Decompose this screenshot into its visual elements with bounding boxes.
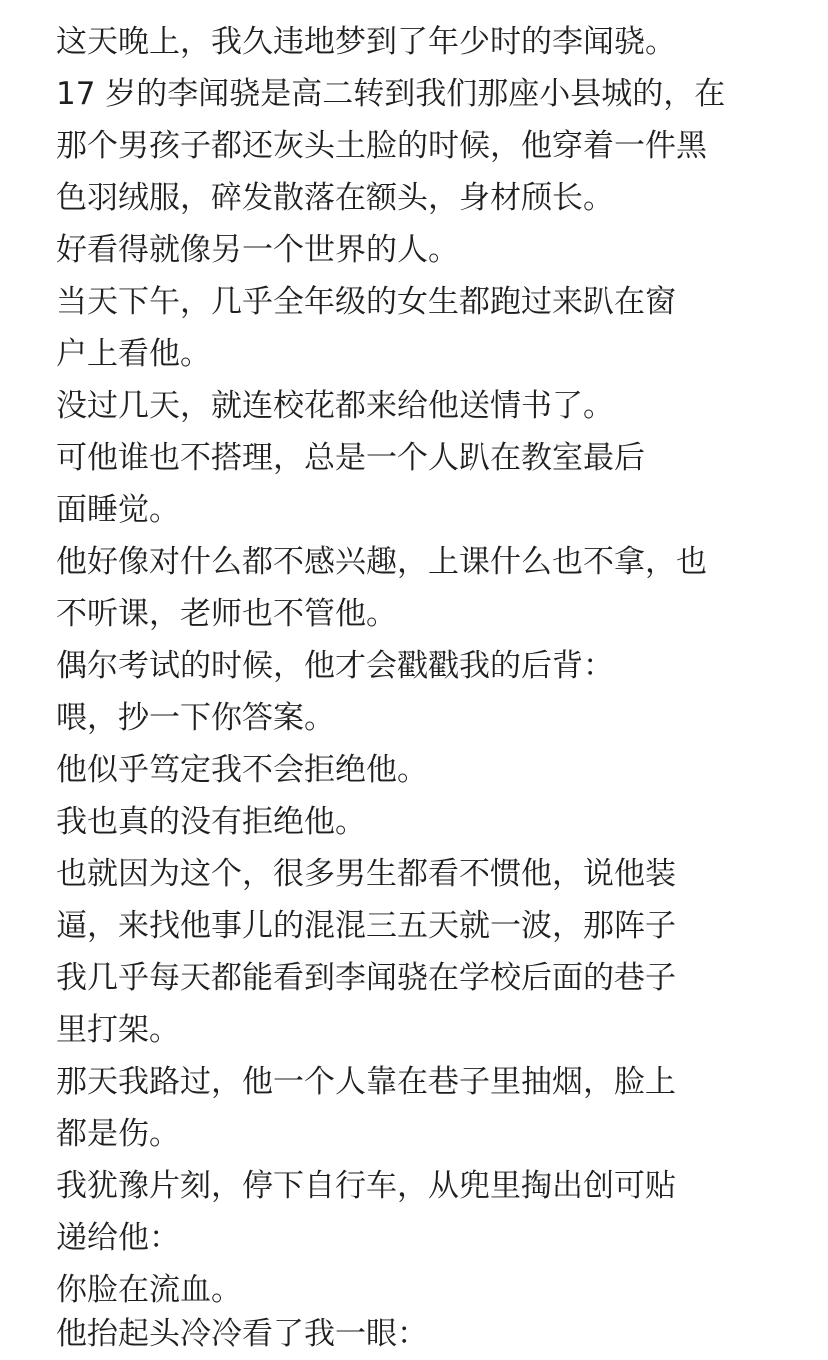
text-line: 那天我路过，他一个人靠在巷子里抽烟，脸上 (56, 1064, 676, 1100)
text-line: 17 岁的李闻骁是高二转到我们那座小县城的，在 (56, 76, 726, 112)
text-line: 这天晚上，我久违地梦到了年少时的李闻骁。 (56, 24, 676, 60)
text-line: 逼，来找他事儿的混混三五天就一波，那阵子 (56, 908, 676, 944)
text-line: 都是伤。 (56, 1116, 180, 1152)
text-line: 递给他： (56, 1220, 180, 1256)
text-line: 我犹豫片刻，停下自行车，从兜里掏出创可贴 (56, 1168, 676, 1204)
text-line: 也就因为这个，很多男生都看不惯他，说他装 (56, 856, 676, 892)
text-line: 不听课，老师也不管他。 (56, 596, 397, 632)
text-line: 色羽绒服，碎发散落在额头，身材颀长。 (56, 180, 614, 216)
text-line: 里打架。 (56, 1012, 180, 1048)
text-line: 我几乎每天都能看到李闻骁在学校后面的巷子 (56, 960, 676, 996)
text-line: 我也真的没有拒绝他。 (56, 804, 366, 840)
text-line: 没过几天，就连校花都来给他送情书了。 (56, 388, 614, 424)
text-line: 当天下午，几乎全年级的女生都跑过来趴在窗 (56, 284, 676, 320)
text-line: 那个男孩子都还灰头土脸的时候，他穿着一件黑 (56, 128, 707, 164)
text-line: 偶尔考试的时候，他才会戳戳我的后背： (56, 648, 614, 684)
text-line: 喂，抄一下你答案。 (56, 700, 335, 736)
text-line: 可他谁也不搭理，总是一个人趴在教室最后 (56, 440, 645, 476)
text-line: 他似乎笃定我不会拒绝他。 (56, 752, 428, 788)
text-line: 好看得就像另一个世界的人。 (56, 232, 459, 268)
text-line: 他好像对什么都不感兴趣，上课什么也不拿，也 (56, 544, 707, 580)
text-line: 你脸在流血。 (56, 1272, 242, 1308)
text-line: 户上看他。 (56, 336, 211, 372)
text-line: 面睡觉。 (56, 492, 180, 528)
text-line: 他抬起头冷冷看了我一眼： (56, 1316, 428, 1352)
